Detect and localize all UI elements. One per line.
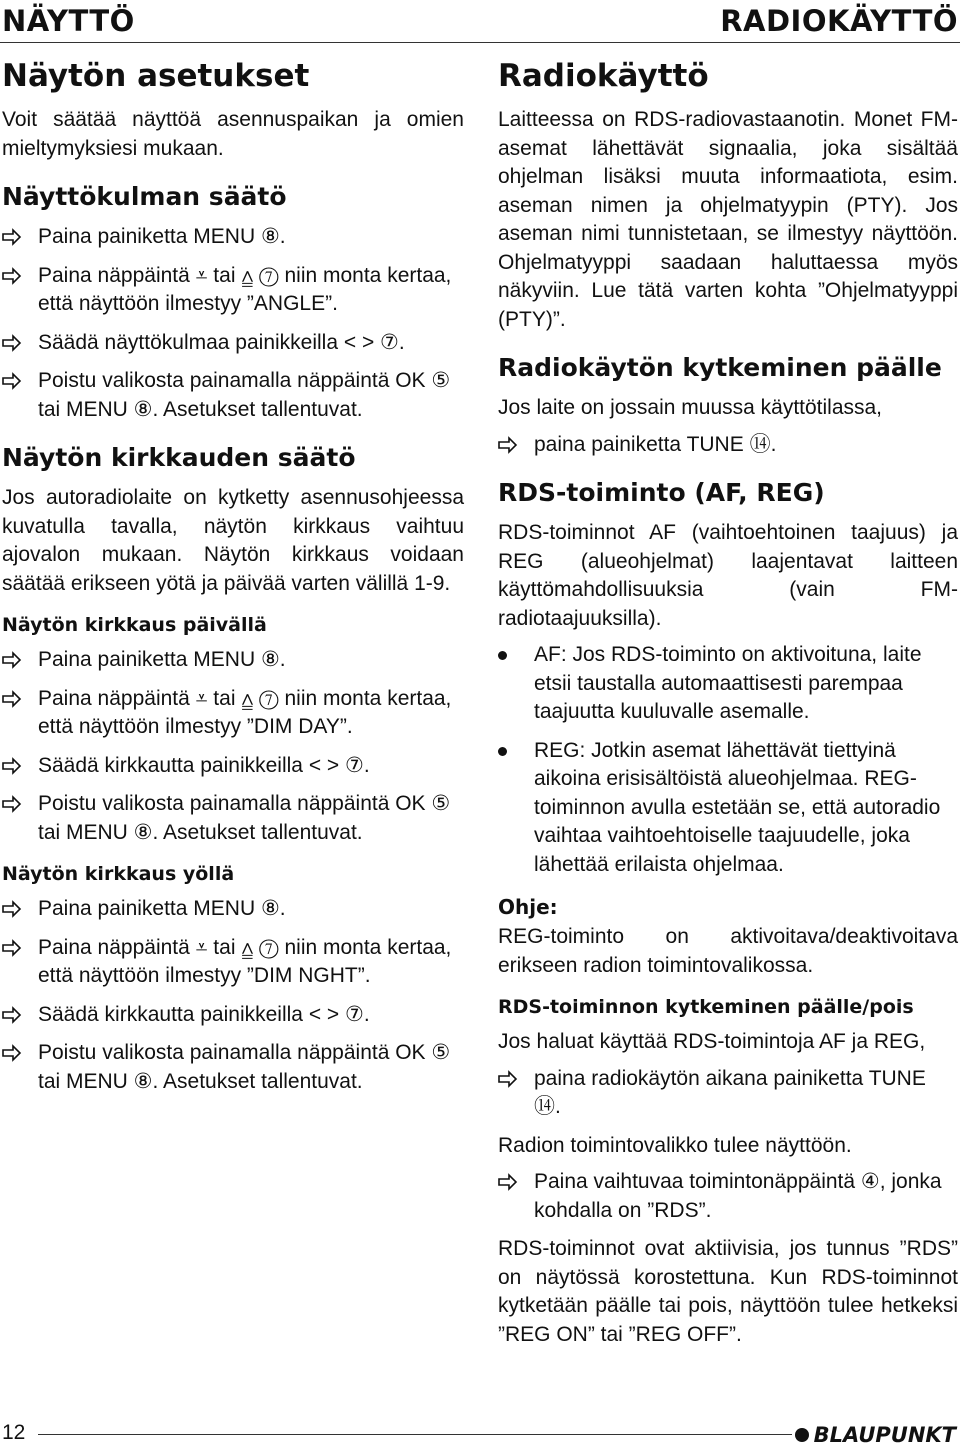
bullet-dot-icon [498, 747, 507, 756]
brand-logo [795, 1423, 956, 1447]
rds-heading: RDS-toiminto (AF, REG) [498, 478, 825, 507]
bullet-dot-icon [498, 651, 507, 660]
step-item: Poistu valikosta painamalla näppäintä OK ⑤ tai MENU ⑧. Asetukset tallentuvat. [2, 790, 464, 847]
day-steps [2, 646, 464, 847]
brightness-text: Jos autoradiolaite on kytketty asennusohjeessa kuvatulla tavalla, näytön kirkkaus vaihtuu ajovalon mukaan. Näytön kirkkaus voidaan säätää erikseen yötä ja päivää varten välillä 1-9. [2, 486, 464, 595]
arrow-icon [2, 1044, 22, 1062]
rds-bullets [498, 641, 958, 879]
onoff-steps-1 [498, 1065, 958, 1122]
display-settings-title: Näytön asetukset [2, 58, 310, 94]
onoff-text2: Radion toimintovalikko tulee näyttöön. [498, 1133, 852, 1157]
step-item: Paina näppäintä ⩡ tai ⩠ ⑦ niin monta kertaa, että näyttöön ilmestyy ”DIM NGHT”. [2, 934, 464, 991]
arrow-icon [2, 267, 22, 285]
left-column [2, 56, 464, 1106]
radio-title: Radiokäyttö [498, 58, 709, 94]
step-item: paina radiokäytön aikana painiketta TUNE ⑭. [498, 1065, 958, 1122]
onoff-text3: RDS-toiminnot ovat aktiivisia, jos tunnus ”RDS” on näytössä korostettuna. Kun RDS-toiminnot kytketään päälle tai pois, näyttöön tulee hetkeksi ”REG ON” tai ”REG OFF”. [498, 1237, 958, 1346]
step-item: Paina painiketta MENU ⑧. [2, 646, 464, 675]
day-heading: Näytön kirkkaus päivällä [2, 614, 267, 636]
section-header-right: RADIOKÄYTTÖ [720, 4, 958, 38]
night-heading: Näytön kirkkaus yöllä [2, 863, 235, 885]
rds-text: RDS-toiminnot AF (vaihtoehtoinen taajuus) ja REG (alueohjelmat) laajentavat laitteen käyttömahdollisuuksia (vain FM-radiotaajuuksilla). [498, 521, 958, 630]
arrow-icon [2, 939, 22, 957]
page-number: 12 [2, 1421, 26, 1444]
arrow-icon [498, 436, 518, 454]
step-item: Poistu valikosta painamalla näppäintä OK ⑤ tai MENU ⑧. Asetukset tallentuvat. [2, 1039, 464, 1096]
step-item: Paina näppäintä ⩡ tai ⩠ ⑦ niin monta kertaa, että näyttöön ilmestyy ”DIM DAY”. [2, 685, 464, 742]
arrow-icon [2, 1006, 22, 1024]
bullet-item: AF: Jos RDS-toiminto on aktivoituna, laite etsii taustalla automaattisesti parempaa taajuutta kuuluvalle asemalle. [498, 641, 958, 727]
step-item: Poistu valikosta painamalla näppäintä OK ⑤ tai MENU ⑧. Asetukset tallentuvat. [2, 367, 464, 424]
step-item: paina painiketta TUNE ⑭. [498, 431, 958, 460]
step-item: Säädä kirkkautta painikkeilla < > ⑦. [2, 752, 464, 781]
arrow-icon [2, 690, 22, 708]
step-item: Paina vaihtuvaa toimintonäppäintä ④, jonka kohdalla on ”RDS”. [498, 1168, 958, 1225]
note-text: REG-toiminto on aktivoitava/deaktivoitava erikseen radion toimintovalikossa. [498, 925, 958, 977]
switchon-steps [498, 431, 958, 460]
step-item: Säädä kirkkautta painikkeilla < > ⑦. [2, 1001, 464, 1030]
step-item: Säädä näyttökulmaa painikkeilla < > ⑦. [2, 329, 464, 358]
onoff-steps-2 [498, 1168, 958, 1225]
step-item: Paina painiketta MENU ⑧. [2, 895, 464, 924]
brightness-heading: Näytön kirkkauden säätö [2, 443, 356, 472]
section-header-left: NÄYTTÖ [2, 4, 135, 38]
angle-heading: Näyttökulman säätö [2, 182, 287, 211]
arrow-icon [2, 651, 22, 669]
arrow-icon [498, 1070, 518, 1088]
arrow-icon [2, 795, 22, 813]
arrow-icon [498, 1173, 518, 1191]
radio-intro: Laitteessa on RDS-radiovastaanotin. Monet FM-asemat lähettävät signaalia, joka sisältää ohjelman lisäksi muuta informaatiota, esim. aseman nimen ja ohjelmatyypin (PTY). Jos aseman nimi tunnistetaan, se ilmestyy näyttöön. Ohjelmatyyppi saadaan haluttaessa myös näkyviin. Lue tätä varten kohta ”Ohjelmatyyppi (PTY)”. [498, 108, 958, 331]
switchon-text: Jos laite on jossain muussa käyttötilassa, [498, 396, 883, 419]
brand-name: BLAUPUNKT [813, 1423, 956, 1447]
bullet-item: REG: Jotkin asemat lähettävät tiettyinä aikoina erisisältöistä alueohjelmaa. REG-toiminnon avulla estetään se, että autoradio vaihtaa vaihtoehtoiselle taajuudelle, joka lähettää erilaista ohjelmaa. [498, 737, 958, 880]
arrow-icon [2, 757, 22, 775]
onoff-text1: Jos haluat käyttää RDS-toimintoja AF ja REG, [498, 1030, 926, 1053]
onoff-heading: RDS-toiminnon kytkeminen päälle/pois [498, 996, 914, 1018]
right-column [498, 56, 958, 1357]
night-steps [2, 895, 464, 1096]
brand-dot-icon [795, 1428, 809, 1442]
arrow-icon [2, 900, 22, 918]
arrow-icon [2, 334, 22, 352]
angle-steps [2, 223, 464, 424]
arrow-icon [2, 228, 22, 246]
header-rule [0, 42, 960, 43]
switchon-heading: Radiokäytön kytkeminen päälle [498, 353, 942, 382]
note-title: Ohje: [498, 895, 558, 919]
display-settings-intro: Voit säätää näyttöä asennuspaikan ja omien mieltymyksiesi mukaan. [2, 108, 464, 160]
step-item: Paina painiketta MENU ⑧. [2, 223, 464, 252]
step-item: Paina näppäintä ⩡ tai ⩠ ⑦ niin monta kertaa, että näyttöön ilmestyy ”ANGLE”. [2, 262, 464, 319]
footer-rule [38, 1434, 792, 1435]
arrow-icon [2, 372, 22, 390]
